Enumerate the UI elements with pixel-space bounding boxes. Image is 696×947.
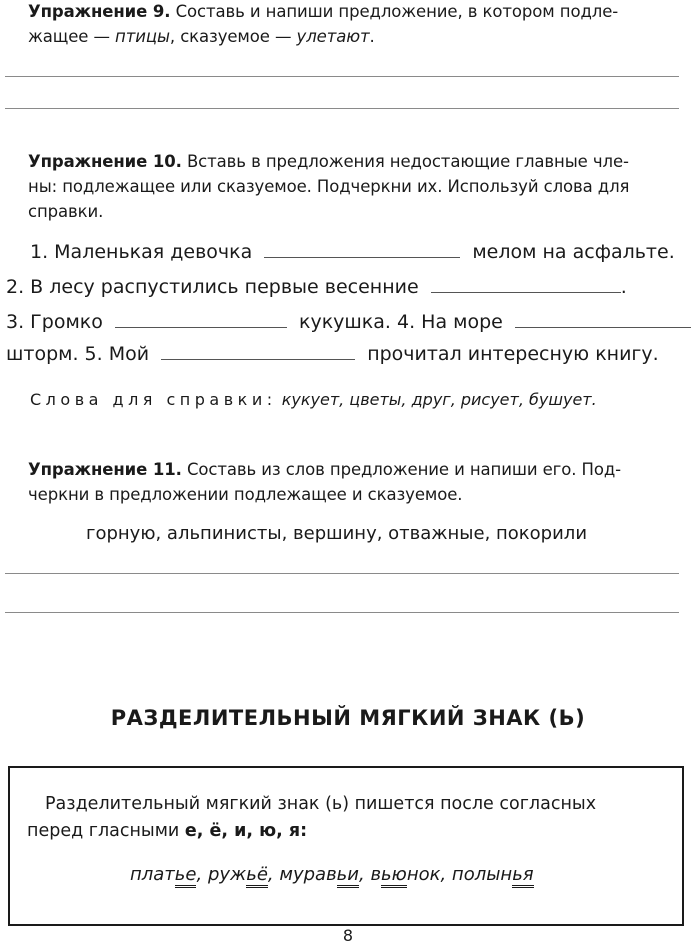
ex10-blank-4[interactable]	[515, 326, 691, 328]
rule-examples	[130, 864, 534, 885]
ex10-blank-5[interactable]	[161, 358, 355, 360]
section-title: РАЗДЕЛИТЕЛЬНЫЙ МЯГКИЙ ЗНАК (Ь)	[110, 706, 586, 730]
ex10-sentence-2	[6, 276, 627, 298]
ex10-line2: ны: подлежащее или сказуемое. Подчеркни их. Используй слова для	[28, 177, 630, 196]
ex10-s3a: 3. Громко	[6, 311, 103, 333]
ex11-text1: Составь из слов предложение и напиши его. Под-	[181, 460, 621, 479]
ex10-s2b: .	[620, 276, 627, 298]
rule-text-line1: Разделительный мягкий знак (ь) пишется после согласных	[45, 794, 597, 814]
ex11-line2: черкни в предложении подлежащее и сказуемое.	[28, 485, 463, 504]
ex9-text2c: .	[369, 27, 375, 46]
ex10-hint-words: кукует, цветы, друг, рисует, бушует.	[281, 390, 597, 409]
ex10-sentence-1	[30, 241, 675, 263]
ex10-hint-label: Слова для справки:	[30, 390, 277, 409]
example-word-4: вьюнок,	[370, 864, 451, 888]
ex11-line1	[28, 460, 621, 479]
ex10-blank-3[interactable]	[115, 326, 287, 328]
ex9-answer-line-1[interactable]	[5, 76, 679, 77]
ex9-text2a: жащее —	[28, 27, 116, 46]
ex10-s1b: мелом на асфальте.	[472, 241, 675, 263]
example-word-2: ружьё,	[208, 864, 279, 888]
rule-text-line2a: перед гласными	[27, 821, 185, 841]
ex10-line3: справки.	[28, 202, 104, 221]
ex11-answer-line-2[interactable]	[5, 612, 679, 613]
ex10-sentence-3	[6, 311, 691, 333]
page-number: 8	[342, 926, 354, 945]
ex10-line1	[28, 152, 629, 171]
ex10-sentence-4	[6, 343, 659, 365]
ex10-blank-1[interactable]	[264, 256, 460, 258]
ex10-s1a: 1. Маленькая девочка	[30, 241, 253, 263]
ex9-subject: птицы	[115, 27, 170, 46]
example-word-3: муравьи,	[279, 864, 370, 888]
ex10-s3b: кукушка. 4. На море	[298, 311, 503, 333]
ex10-s2a: 2. В лесу распустились первые весенние	[6, 276, 419, 298]
example-word-1: платье,	[130, 864, 208, 888]
rule-text-line2	[27, 821, 307, 841]
ex9-text2b: , сказуемое —	[169, 27, 297, 46]
ex9-line1	[28, 2, 618, 21]
rule-vowels: е, ё, и, ю, я:	[184, 821, 308, 841]
ex9-label: Упражнение 9.	[28, 2, 171, 21]
ex10-blank-2[interactable]	[431, 291, 621, 293]
ex11-words: горную, альпинисты, вершину, отважные, покорили	[86, 523, 588, 544]
example-word-5: полынья	[452, 864, 534, 888]
ex9-line2	[28, 27, 375, 46]
ex9-text1: Составь и напиши предложение, в котором подле-	[170, 2, 619, 21]
ex10-label: Упражнение 10.	[28, 152, 182, 171]
ex10-s4a: шторм. 5. Мой	[6, 343, 150, 365]
ex9-answer-line-2[interactable]	[5, 108, 679, 109]
ex11-label: Упражнение 11.	[28, 460, 182, 479]
rule-box	[8, 766, 684, 926]
ex9-predicate: улетают	[296, 27, 370, 46]
ex10-s4b: прочитал интересную книгу.	[367, 343, 659, 365]
ex10-hint	[30, 390, 597, 409]
ex11-answer-line-1[interactable]	[5, 573, 679, 574]
ex10-text1: Вставь в предложения недостающие главные чле-	[181, 152, 629, 171]
